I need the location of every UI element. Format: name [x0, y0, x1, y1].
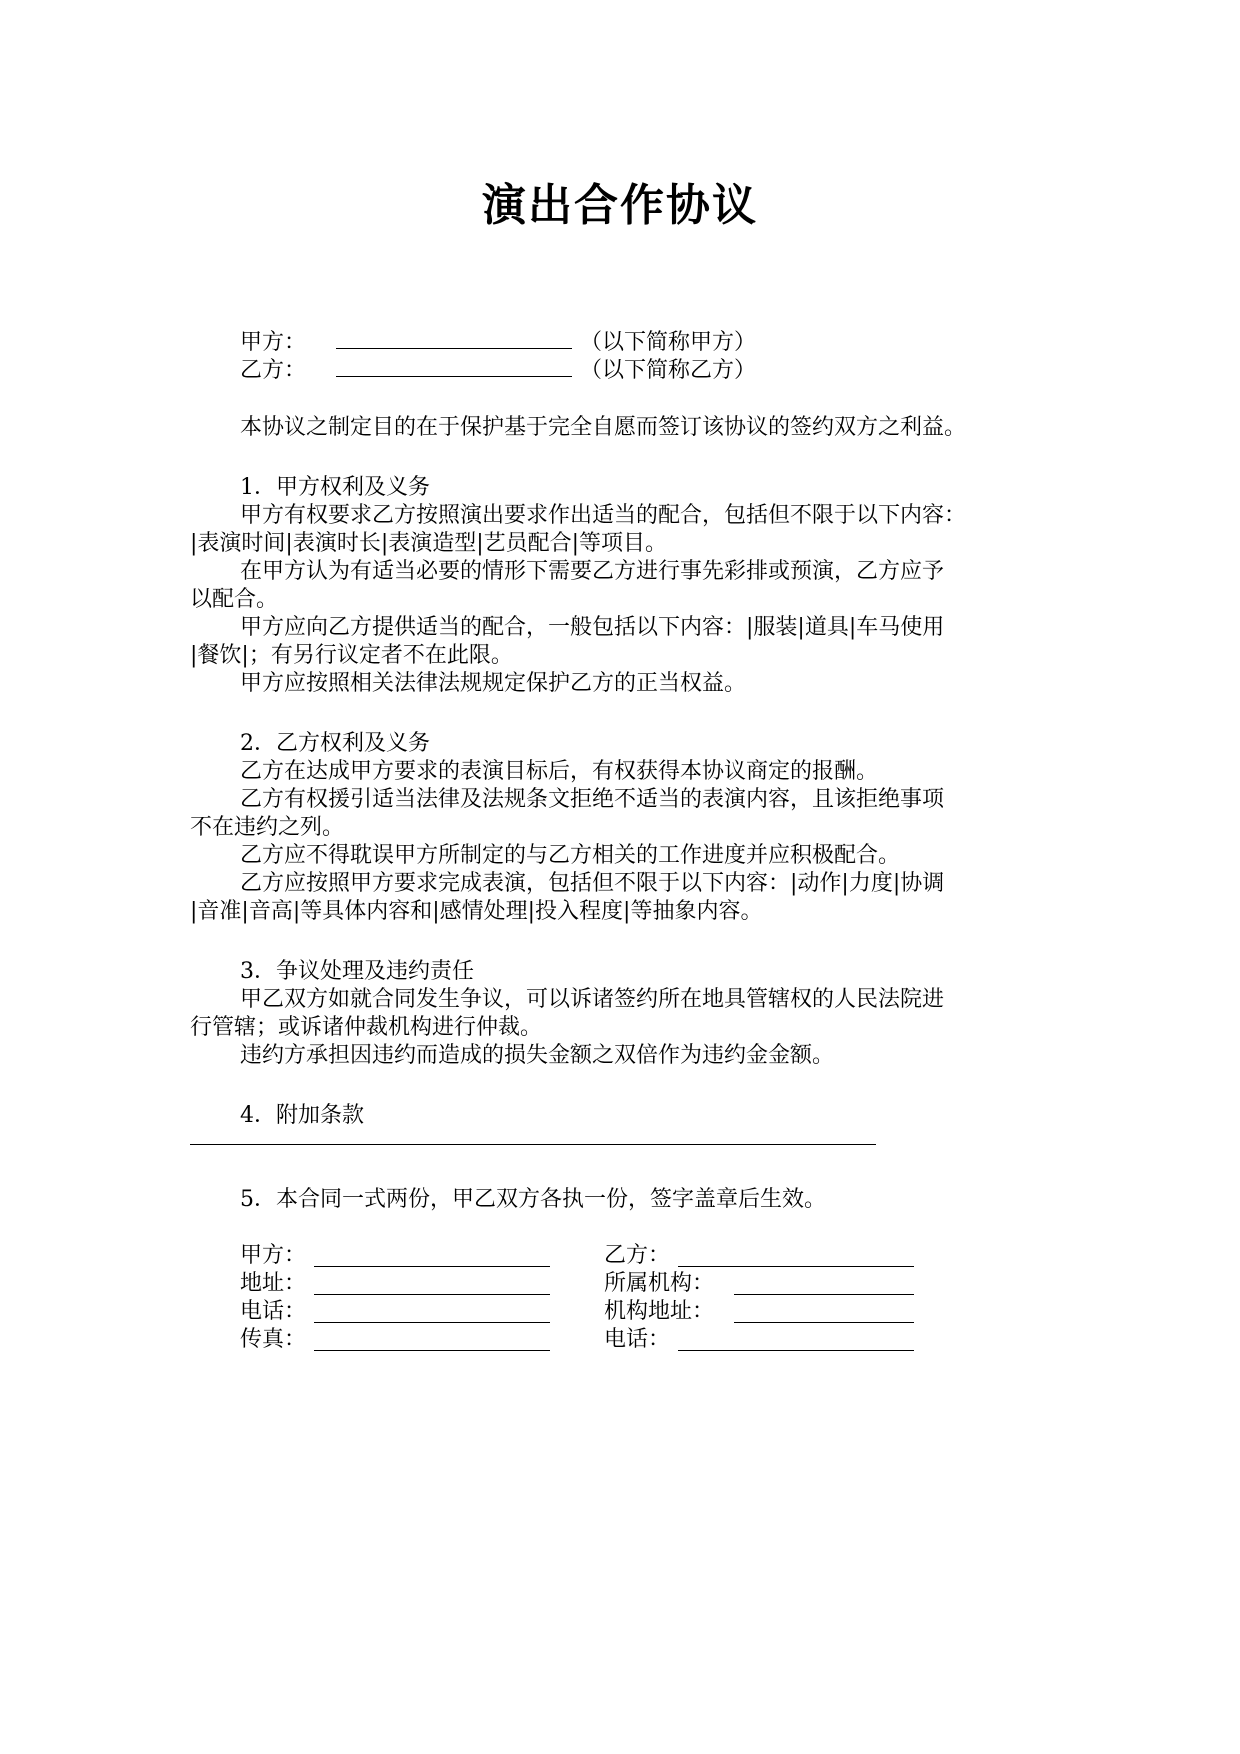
sig-left-label: 电话：: [240, 1299, 307, 1324]
section-3-line: 甲乙双方如就合同发生争议，可以诉诸签约所在地具管辖权的人民法院进: [240, 987, 945, 1012]
addendum-blank-line[interactable]: [190, 1144, 876, 1145]
sig-right-label: 电话：: [604, 1327, 671, 1352]
section-2-line: |音准|音高|等具体内容和|感情处理|投入程度|等抽象内容。: [190, 899, 763, 924]
section-2-line: 乙方应不得耽误甲方所制定的与乙方相关的工作进度并应积极配合。: [240, 843, 901, 868]
section-2-line: 不在违约之列。: [190, 815, 345, 840]
sig-right-label: 乙方：: [604, 1243, 671, 1268]
section-4-heading: 4．附加条款: [240, 1103, 364, 1128]
sig-right-blank[interactable]: [678, 1326, 914, 1351]
section-1-line: 在甲方认为有适当必要的情形下需要乙方进行事先彩排或预演，乙方应予: [240, 559, 945, 584]
section-2-line: 乙方应按照甲方要求完成表演，包括但不限于以下内容：|动作|力度|协调: [240, 871, 945, 896]
sig-left-label: 地址：: [240, 1271, 307, 1296]
section-3-heading: 3．争议处理及违约责任: [240, 959, 474, 984]
sig-left-label: 甲方：: [240, 1243, 307, 1268]
section-2-line: 乙方有权援引适当法律及法规条文拒绝不适当的表演内容，且该拒绝事项: [240, 787, 945, 812]
section-3-line: 行管辖；或诉诸仲裁机构进行仲裁。: [190, 1015, 543, 1040]
party-b-suffix: （以下简称乙方）: [580, 358, 757, 383]
party-b-line: [240, 354, 1110, 385]
section-2-heading: 2．乙方权利及义务: [240, 731, 430, 756]
section-1-line: |餐饮|；有另行议定者不在此限。: [190, 643, 513, 668]
sig-left-blank[interactable]: [314, 1242, 550, 1267]
section-1-line: 甲方应按照相关法律法规规定保护乙方的正当权益。: [240, 671, 747, 696]
section-1-line: 以配合。: [190, 587, 279, 612]
sig-left-label: 传真：: [240, 1327, 307, 1352]
party-a-line: [240, 326, 1110, 357]
party-b-label: 乙方：: [240, 358, 307, 383]
section-1-line: |表演时间|表演时长|表演造型|艺员配合|等项目。: [190, 531, 668, 556]
sig-left-blank[interactable]: [314, 1298, 550, 1323]
intro-paragraph: 本协议之制定目的在于保护基于完全自愿而签订该协议的签约双方之利益。: [240, 415, 967, 440]
document-title: 演出合作协议: [482, 180, 758, 231]
party-a-label: 甲方：: [240, 330, 307, 355]
sig-right-label: 所属机构：: [604, 1271, 715, 1296]
section-1-heading: 1．甲方权利及义务: [240, 475, 430, 500]
sig-left-blank[interactable]: [314, 1270, 550, 1295]
section-5-text: 5．本合同一式两份，甲乙双方各执一份，签字盖章后生效。: [240, 1187, 826, 1212]
section-1-line: 甲方有权要求乙方按照演出要求作出适当的配合，包括但不限于以下内容：: [240, 503, 967, 528]
sig-right-blank[interactable]: [678, 1242, 914, 1267]
party-a-blank[interactable]: [336, 326, 572, 349]
section-2-line: 乙方在达成甲方要求的表演目标后，有权获得本协议商定的报酬。: [240, 759, 879, 784]
party-b-blank[interactable]: [336, 354, 572, 377]
sig-right-label: 机构地址：: [604, 1299, 715, 1324]
sig-left-blank[interactable]: [314, 1326, 550, 1351]
sig-right-blank[interactable]: [734, 1270, 914, 1295]
party-a-suffix: （以下简称甲方）: [580, 330, 757, 355]
section-1-line: 甲方应向乙方提供适当的配合，一般包括以下内容：|服装|道具|车马使用: [240, 615, 945, 640]
sig-right-blank[interactable]: [734, 1298, 914, 1323]
section-3-line: 违约方承担因违约而造成的损失金额之双倍作为违约金金额。: [240, 1043, 835, 1068]
